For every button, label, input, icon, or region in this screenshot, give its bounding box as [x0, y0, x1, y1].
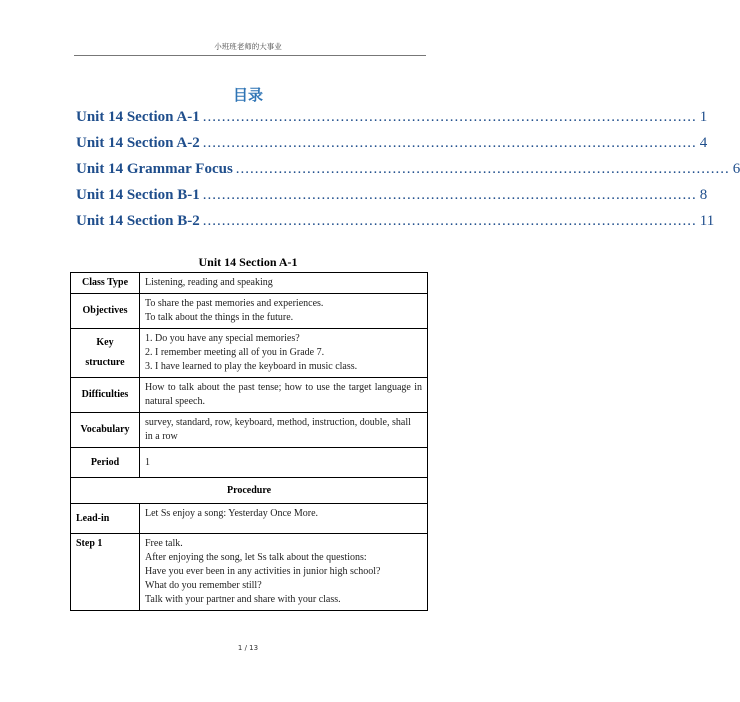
vocabulary-line: in a row: [145, 431, 178, 442]
toc-leader-dots: ........................................................................................................: [202, 109, 697, 125]
table-row: [71, 273, 428, 294]
objectives-value: [140, 294, 428, 329]
toc-entry[interactable]: [76, 135, 708, 161]
toc-entry-label: Unit 14 Section A-1: [76, 109, 200, 125]
toc-entry[interactable]: [76, 109, 708, 135]
toc-entry[interactable]: [76, 213, 715, 239]
table-row: [71, 413, 428, 448]
toc-leader-dots: ........................................................................................................: [202, 187, 697, 203]
step1-value: [140, 534, 428, 611]
lesson-plan-table: [70, 272, 428, 611]
toc-leader-dots: ........................................................................................................: [202, 213, 697, 229]
table-row: [71, 294, 428, 329]
toc-entry-label: Unit 14 Section A-2: [76, 135, 200, 151]
step-line: Talk with your partner and share with your class.: [145, 594, 341, 605]
page-header: 小班班老师的大事业: [214, 42, 282, 51]
table-row: [71, 378, 428, 413]
step-line: After enjoying the song, let Ss talk about the questions:: [145, 552, 367, 563]
toc-leader-dots: ........................................................................................................: [235, 161, 730, 177]
row-label: Step 1: [71, 534, 140, 611]
toc-entry-page: 8: [699, 187, 708, 203]
toc-entry-page: 4: [699, 135, 708, 151]
table-row: [71, 448, 428, 478]
table-row: [71, 504, 428, 534]
toc-entry-page: 11: [699, 213, 715, 229]
row-label: Class Type: [71, 273, 140, 294]
structure-line: 1. Do you have any special memories?: [145, 333, 300, 344]
vocabulary-value: [140, 413, 428, 448]
header-divider: [74, 55, 426, 56]
row-label: [71, 329, 140, 378]
difficulties-value: How to talk about the past tense; how to use the target language in natural speech.: [140, 378, 428, 413]
period-value: 1: [140, 448, 428, 478]
page-number: 1 / 13: [237, 644, 259, 652]
row-label: Objectives: [71, 294, 140, 329]
table-row: [71, 478, 428, 504]
objective-line: To share the past memories and experiences.: [145, 298, 324, 309]
lead-in-value: Let Ss enjoy a song: Yesterday Once More.: [140, 504, 428, 534]
toc-title: 目录: [232, 86, 263, 104]
toc-leader-dots: ........................................................................................................: [202, 135, 697, 151]
row-label-line: Key: [96, 337, 114, 348]
procedure-heading: Procedure: [71, 478, 428, 504]
row-label-line: structure: [85, 357, 125, 368]
step-line: What do you remember still?: [145, 580, 262, 591]
row-label: Lead-in: [71, 504, 140, 534]
table-row: [71, 534, 428, 611]
toc-entry[interactable]: [76, 161, 740, 187]
step-line: Free talk.: [145, 538, 183, 549]
key-structure-value: [140, 329, 428, 378]
objective-line: To talk about the things in the future.: [145, 312, 294, 323]
row-label: Difficulties: [71, 378, 140, 413]
structure-line: 2. I remember meeting all of you in Grade 7.: [145, 347, 325, 358]
table-row: [71, 329, 428, 378]
toc-entry[interactable]: [76, 187, 708, 213]
class-type-value: Listening, reading and speaking: [140, 273, 428, 294]
row-label: Vocabulary: [71, 413, 140, 448]
toc-entry-page: 1: [699, 109, 708, 125]
toc-entry-page: 6: [732, 161, 740, 177]
row-label: Period: [71, 448, 140, 478]
vocabulary-line: survey, standard, row, keyboard, method, instruction, double, shall: [145, 417, 411, 428]
toc-entry-label: Unit 14 Grammar Focus: [76, 161, 233, 177]
step-line: Have you ever been in any activities in junior high school?: [145, 566, 381, 577]
structure-line: 3. I have learned to play the keyboard in music class.: [145, 361, 358, 372]
lesson-title: Unit 14 Section A-1: [198, 255, 298, 269]
toc-entry-label: Unit 14 Section B-1: [76, 187, 200, 203]
table-of-contents: [76, 109, 740, 239]
toc-entry-label: Unit 14 Section B-2: [76, 213, 200, 229]
